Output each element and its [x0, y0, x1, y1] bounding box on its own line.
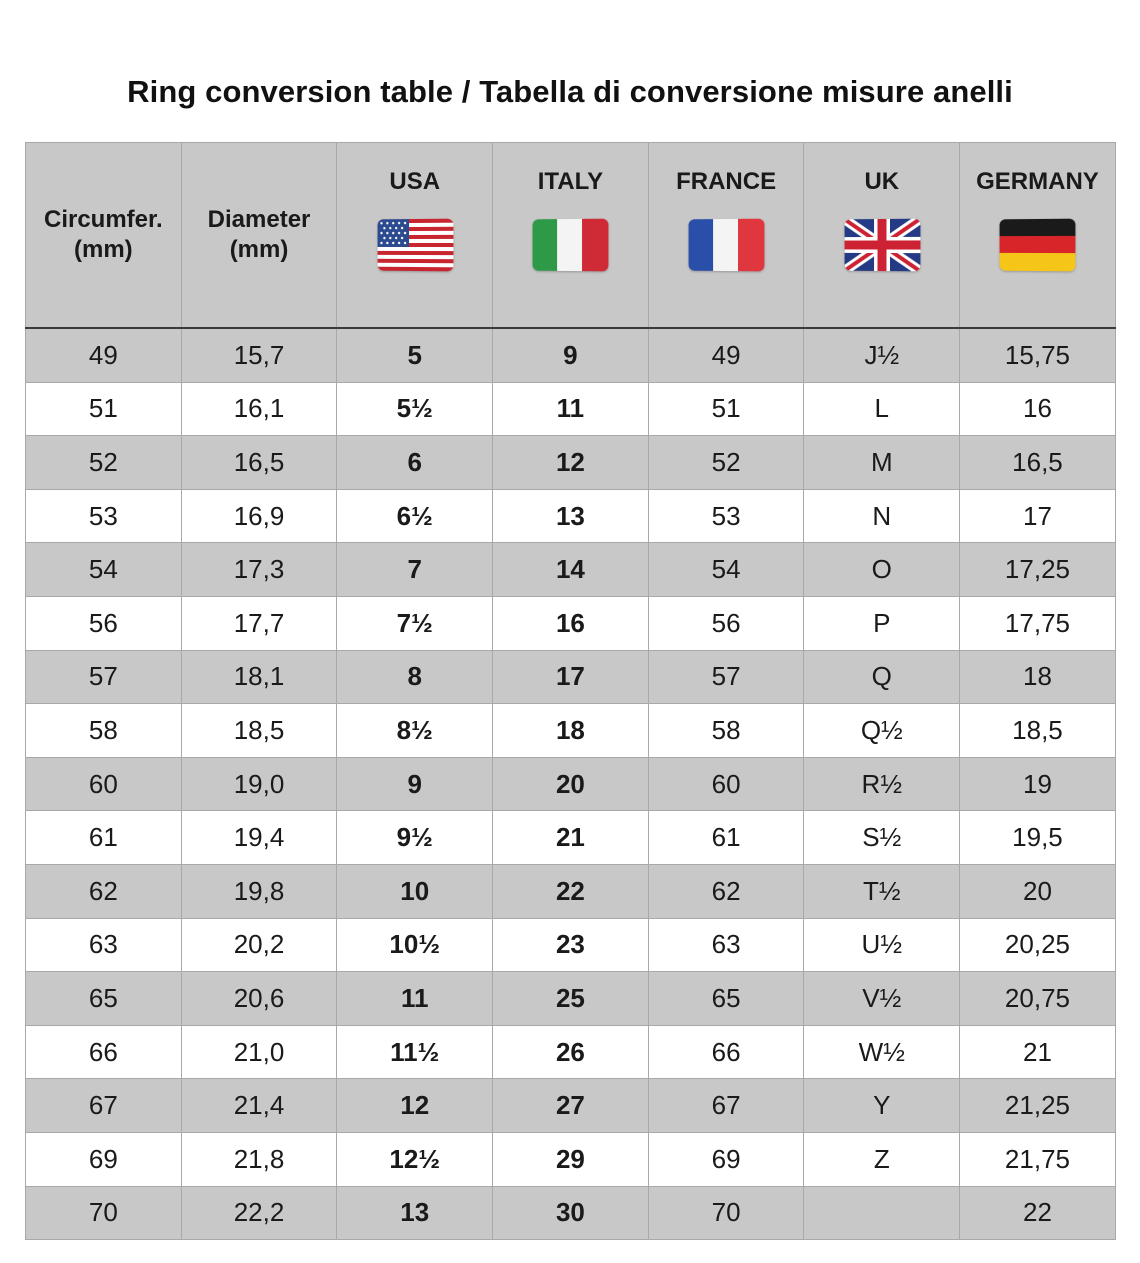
table-row — [26, 543, 1116, 597]
table-row — [26, 1132, 1116, 1186]
germany-flag-icon — [1000, 219, 1076, 272]
diameter-cell: 17,7 — [181, 596, 337, 650]
usa-size-cell: 6½ — [337, 489, 493, 543]
usa-size-cell: 9 — [337, 757, 493, 811]
germany-size-cell: 18 — [960, 650, 1116, 704]
uk-size-cell: L — [804, 382, 960, 436]
france-size-cell: 70 — [648, 1186, 804, 1240]
column-header-germany — [960, 143, 1116, 329]
table-row — [26, 864, 1116, 918]
germany-size-cell: 17 — [960, 489, 1116, 543]
italy-size-cell: 11 — [493, 382, 649, 436]
italy-size-cell: 20 — [493, 757, 649, 811]
circumference-cell: 60 — [26, 757, 182, 811]
column-header-diameter — [181, 143, 337, 329]
usa-size-cell: 5½ — [337, 382, 493, 436]
table-row — [26, 382, 1116, 436]
diameter-cell: 20,2 — [181, 918, 337, 972]
germany-size-cell: 20 — [960, 864, 1116, 918]
italy-size-cell: 17 — [493, 650, 649, 704]
france-size-cell: 69 — [648, 1132, 804, 1186]
france-flag-icon — [689, 219, 765, 272]
circumference-cell: 56 — [26, 596, 182, 650]
germany-size-cell: 18,5 — [960, 704, 1116, 758]
italy-label: ITALY — [537, 168, 604, 195]
diameter-cell: 19,4 — [181, 811, 337, 865]
circumference-cell: 67 — [26, 1079, 182, 1133]
uk-size-cell: S½ — [804, 811, 960, 865]
germany-size-cell: 16,5 — [960, 436, 1116, 490]
diameter-cell: 21,0 — [181, 1025, 337, 1079]
france-size-cell: 53 — [648, 489, 804, 543]
uk-size-cell: U½ — [804, 918, 960, 972]
diameter-cell: 16,5 — [181, 436, 337, 490]
france-size-cell: 61 — [648, 811, 804, 865]
diameter-cell: 21,4 — [181, 1079, 337, 1133]
germany-size-cell: 17,25 — [960, 543, 1116, 597]
uk-label: UK — [864, 168, 900, 195]
usa-size-cell: 10 — [337, 864, 493, 918]
france-size-cell: 60 — [648, 757, 804, 811]
circumference-cell: 58 — [26, 704, 182, 758]
table-row — [26, 811, 1116, 865]
circumference-cell: 49 — [26, 328, 182, 382]
table-row — [26, 596, 1116, 650]
usa-size-cell: 12 — [337, 1079, 493, 1133]
usa-size-cell: 11 — [337, 972, 493, 1026]
table-row — [26, 757, 1116, 811]
italy-size-cell: 27 — [493, 1079, 649, 1133]
germany-size-cell: 21,75 — [960, 1132, 1116, 1186]
circumference-cell: 54 — [26, 543, 182, 597]
circumference-cell: 65 — [26, 972, 182, 1026]
usa-size-cell: 8½ — [337, 704, 493, 758]
germany-size-cell: 22 — [960, 1186, 1116, 1240]
table-row — [26, 972, 1116, 1026]
uk-size-cell: T½ — [804, 864, 960, 918]
table-row — [26, 918, 1116, 972]
france-size-cell: 57 — [648, 650, 804, 704]
usa-size-cell: 5 — [337, 328, 493, 382]
circumference-cell: 70 — [26, 1186, 182, 1240]
france-size-cell: 62 — [648, 864, 804, 918]
diameter-cell: 21,8 — [181, 1132, 337, 1186]
italy-size-cell: 29 — [493, 1132, 649, 1186]
france-size-cell: 49 — [648, 328, 804, 382]
uk-size-cell: Q½ — [804, 704, 960, 758]
uk-size-cell: Y — [804, 1079, 960, 1133]
usa-flag-icon — [377, 219, 453, 272]
circumference-cell: 69 — [26, 1132, 182, 1186]
usa-size-cell: 9½ — [337, 811, 493, 865]
circumference-unit: (mm) — [74, 236, 133, 263]
circumference-label: Circumfer. — [43, 206, 163, 233]
germany-size-cell: 15,75 — [960, 328, 1116, 382]
circumference-cell: 66 — [26, 1025, 182, 1079]
italy-size-cell: 21 — [493, 811, 649, 865]
germany-size-cell: 20,25 — [960, 918, 1116, 972]
italy-size-cell: 18 — [493, 704, 649, 758]
uk-size-cell: W½ — [804, 1025, 960, 1079]
usa-size-cell: 7½ — [337, 596, 493, 650]
uk-flag-icon — [844, 219, 920, 272]
germany-size-cell: 17,75 — [960, 596, 1116, 650]
france-size-cell: 58 — [648, 704, 804, 758]
table-row — [26, 328, 1116, 382]
circumference-cell: 57 — [26, 650, 182, 704]
usa-size-cell: 7 — [337, 543, 493, 597]
column-header-circumference — [26, 143, 182, 329]
table-header — [26, 143, 1116, 329]
italy-size-cell: 30 — [493, 1186, 649, 1240]
italy-size-cell: 14 — [493, 543, 649, 597]
italy-size-cell: 25 — [493, 972, 649, 1026]
diameter-unit: (mm) — [229, 236, 289, 263]
diameter-cell: 16,1 — [181, 382, 337, 436]
table-row — [26, 1025, 1116, 1079]
circumference-cell: 51 — [26, 382, 182, 436]
diameter-cell: 19,8 — [181, 864, 337, 918]
france-size-cell: 56 — [648, 596, 804, 650]
italy-size-cell: 23 — [493, 918, 649, 972]
column-header-italy — [493, 143, 649, 329]
diameter-cell: 19,0 — [181, 757, 337, 811]
italy-size-cell: 9 — [493, 328, 649, 382]
italy-size-cell: 13 — [493, 489, 649, 543]
diameter-label: Diameter — [207, 206, 311, 233]
diameter-cell: 17,3 — [181, 543, 337, 597]
france-label: FRANCE — [676, 168, 777, 195]
germany-size-cell: 20,75 — [960, 972, 1116, 1026]
usa-size-cell: 12½ — [337, 1132, 493, 1186]
ring-conversion-table — [25, 142, 1116, 1240]
column-header-france — [648, 143, 804, 329]
circumference-cell: 61 — [26, 811, 182, 865]
circumference-cell: 52 — [26, 436, 182, 490]
germany-size-cell: 21,25 — [960, 1079, 1116, 1133]
italy-size-cell: 16 — [493, 596, 649, 650]
uk-size-cell: O — [804, 543, 960, 597]
circumference-cell: 63 — [26, 918, 182, 972]
italy-size-cell: 12 — [493, 436, 649, 490]
usa-size-cell: 10½ — [337, 918, 493, 972]
germany-size-cell: 16 — [960, 382, 1116, 436]
france-size-cell: 51 — [648, 382, 804, 436]
uk-size-cell: M — [804, 436, 960, 490]
uk-size-cell: J½ — [804, 328, 960, 382]
italy-size-cell: 26 — [493, 1025, 649, 1079]
france-size-cell: 52 — [648, 436, 804, 490]
diameter-cell: 15,7 — [181, 328, 337, 382]
usa-size-cell: 11½ — [337, 1025, 493, 1079]
france-size-cell: 54 — [648, 543, 804, 597]
france-size-cell: 63 — [648, 918, 804, 972]
italy-size-cell: 22 — [493, 864, 649, 918]
table-row — [26, 704, 1116, 758]
table-row — [26, 650, 1116, 704]
circumference-cell: 62 — [26, 864, 182, 918]
uk-size-cell: N — [804, 489, 960, 543]
uk-size-cell — [804, 1186, 960, 1240]
uk-size-cell: Q — [804, 650, 960, 704]
uk-size-cell: V½ — [804, 972, 960, 1026]
diameter-cell: 22,2 — [181, 1186, 337, 1240]
italy-flag-icon — [533, 219, 609, 272]
table-row — [26, 1186, 1116, 1240]
uk-size-cell: Z — [804, 1132, 960, 1186]
page-title: Ring conversion table / Tabella di conversione misure anelli — [127, 74, 1013, 109]
table-row — [26, 1079, 1116, 1133]
germany-size-cell: 19,5 — [960, 811, 1116, 865]
germany-size-cell: 21 — [960, 1025, 1116, 1079]
france-size-cell: 66 — [648, 1025, 804, 1079]
table-row — [26, 489, 1116, 543]
germany-label: GERMANY — [976, 168, 1099, 195]
column-header-uk — [804, 143, 960, 329]
column-header-usa — [337, 143, 493, 329]
table-row — [26, 436, 1116, 490]
header-row — [26, 143, 1116, 329]
germany-size-cell: 19 — [960, 757, 1116, 811]
diameter-cell: 18,1 — [181, 650, 337, 704]
circumference-cell: 53 — [26, 489, 182, 543]
uk-size-cell: P — [804, 596, 960, 650]
diameter-cell: 16,9 — [181, 489, 337, 543]
diameter-cell: 18,5 — [181, 704, 337, 758]
usa-size-cell: 6 — [337, 436, 493, 490]
usa-size-cell: 13 — [337, 1186, 493, 1240]
france-size-cell: 67 — [648, 1079, 804, 1133]
france-size-cell: 65 — [648, 972, 804, 1026]
diameter-cell: 20,6 — [181, 972, 337, 1026]
usa-label: USA — [389, 168, 441, 195]
usa-size-cell: 8 — [337, 650, 493, 704]
table-body — [26, 328, 1116, 1240]
uk-size-cell: R½ — [804, 757, 960, 811]
